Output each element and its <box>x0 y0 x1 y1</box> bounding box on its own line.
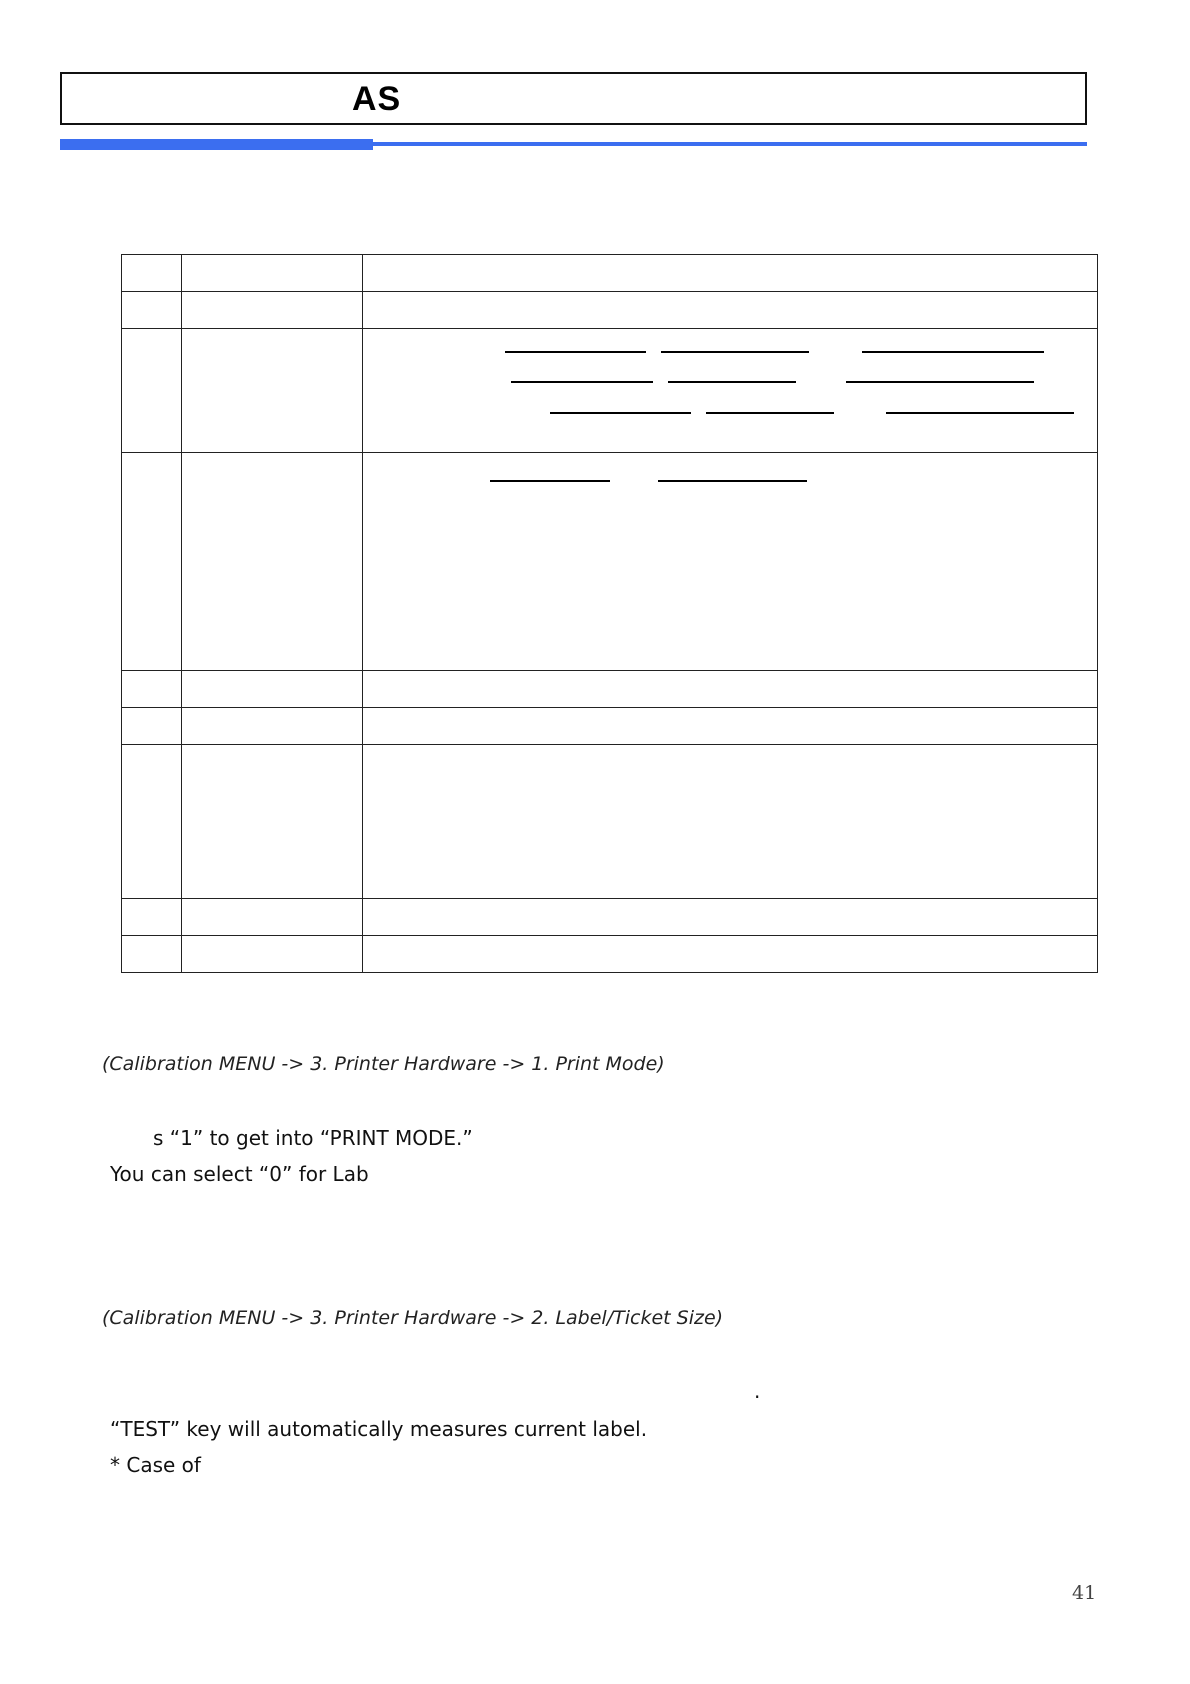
label-size-line-2: * Case of <box>110 1453 201 1477</box>
table-cell <box>181 935 363 973</box>
page-number: 41 <box>1072 1582 1097 1604</box>
table-cell <box>181 452 363 671</box>
underline-mark <box>511 381 653 383</box>
underline-mark <box>886 412 1074 414</box>
table-cell <box>362 707 1098 745</box>
underline-mark <box>490 480 610 482</box>
table-cell <box>362 328 1098 453</box>
table-cell <box>181 898 363 936</box>
underline-mark <box>862 351 1044 353</box>
table-cell <box>121 328 182 453</box>
table-cell <box>121 744 182 899</box>
underline-mark <box>706 412 834 414</box>
table-cell <box>362 452 1098 671</box>
spec-table <box>121 254 1098 972</box>
underline-mark <box>550 412 691 414</box>
underline-mark <box>661 351 809 353</box>
table-cell <box>362 744 1098 899</box>
header-rule-thick <box>60 139 373 150</box>
underline-mark <box>505 351 646 353</box>
underline-mark <box>668 381 796 383</box>
page-title: AS <box>352 80 402 118</box>
table-cell <box>362 898 1098 936</box>
print-mode-line-2: You can select “0” for Lab <box>110 1162 369 1186</box>
table-cell <box>121 935 182 973</box>
table-cell <box>121 670 182 708</box>
table-cell <box>181 254 363 292</box>
table-cell <box>121 707 182 745</box>
table-cell <box>121 291 182 329</box>
underline-mark <box>658 480 807 482</box>
header-rule-thin <box>373 142 1087 146</box>
label-size-line-1: “TEST” key will automatically measures current label. <box>110 1417 648 1441</box>
table-cell <box>181 670 363 708</box>
table-cell <box>181 291 363 329</box>
table-cell <box>362 254 1098 292</box>
stray-dot: . <box>754 1379 761 1403</box>
underline-mark <box>846 381 1034 383</box>
table-cell <box>181 707 363 745</box>
table-cell <box>181 744 363 899</box>
page-header-box <box>60 72 1087 125</box>
table-cell <box>121 254 182 292</box>
table-cell <box>362 670 1098 708</box>
table-cell <box>121 452 182 671</box>
table-cell <box>362 291 1098 329</box>
menu-path-print-mode: (Calibration MENU -> 3. Printer Hardware -> 1. Print Mode) <box>102 1053 665 1075</box>
table-cell <box>121 898 182 936</box>
print-mode-line-1: s “1” to get into “PRINT MODE.” <box>153 1126 473 1150</box>
table-cell <box>362 935 1098 973</box>
menu-path-label-size: (Calibration MENU -> 3. Printer Hardware -> 2. Label/Ticket Size) <box>102 1307 724 1329</box>
table-cell <box>181 328 363 453</box>
